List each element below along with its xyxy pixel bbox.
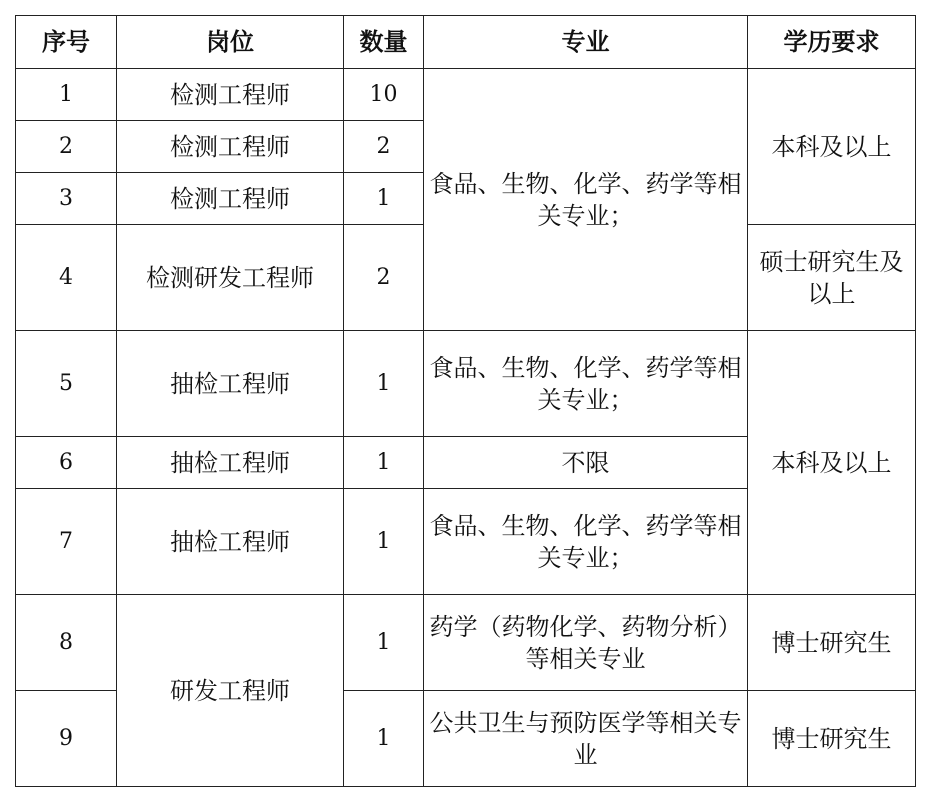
header-position: 岗位 <box>117 16 344 69</box>
table-header-row <box>16 16 916 69</box>
table-row <box>16 69 916 121</box>
cell-count: 1 <box>344 691 424 787</box>
header-education: 学历要求 <box>748 16 916 69</box>
cell-seq: 2 <box>16 121 117 173</box>
cell-major: 食品、生物、化学、药学等相关专业； <box>424 69 748 331</box>
cell-seq: 6 <box>16 437 117 489</box>
cell-count: 2 <box>344 225 424 331</box>
cell-position: 抽检工程师 <box>117 331 344 437</box>
cell-seq: 5 <box>16 331 117 437</box>
cell-major: 食品、生物、化学、药学等相关专业； <box>424 489 748 595</box>
cell-major: 不限 <box>424 437 748 489</box>
cell-position: 抽检工程师 <box>117 437 344 489</box>
header-major: 专业 <box>424 16 748 69</box>
table-row <box>16 331 916 437</box>
cell-seq: 8 <box>16 595 117 691</box>
cell-seq: 3 <box>16 173 117 225</box>
cell-position: 抽检工程师 <box>117 489 344 595</box>
cell-education: 博士研究生 <box>748 595 916 691</box>
cell-count: 1 <box>344 489 424 595</box>
cell-count: 1 <box>344 173 424 225</box>
cell-major: 公共卫生与预防医学等相关专业 <box>424 691 748 787</box>
cell-education: 硕士研究生及以上 <box>748 225 916 331</box>
cell-major: 食品、生物、化学、药学等相关专业； <box>424 331 748 437</box>
cell-seq: 4 <box>16 225 117 331</box>
cell-position: 检测工程师 <box>117 173 344 225</box>
cell-count: 10 <box>344 69 424 121</box>
cell-count: 1 <box>344 437 424 489</box>
cell-count: 1 <box>344 331 424 437</box>
cell-position: 检测工程师 <box>117 69 344 121</box>
header-count: 数量 <box>344 16 424 69</box>
cell-position: 检测研发工程师 <box>117 225 344 331</box>
cell-education: 博士研究生 <box>748 691 916 787</box>
cell-education: 本科及以上 <box>748 331 916 595</box>
cell-position: 检测工程师 <box>117 121 344 173</box>
recruitment-table <box>15 15 916 787</box>
table-row <box>16 595 916 691</box>
header-seq: 序号 <box>16 16 117 69</box>
cell-seq: 9 <box>16 691 117 787</box>
cell-count: 1 <box>344 595 424 691</box>
cell-seq: 1 <box>16 69 117 121</box>
cell-position: 研发工程师 <box>117 595 344 787</box>
cell-seq: 7 <box>16 489 117 595</box>
cell-count: 2 <box>344 121 424 173</box>
cell-major: 药学（药物化学、药物分析）等相关专业 <box>424 595 748 691</box>
cell-education: 本科及以上 <box>748 69 916 225</box>
